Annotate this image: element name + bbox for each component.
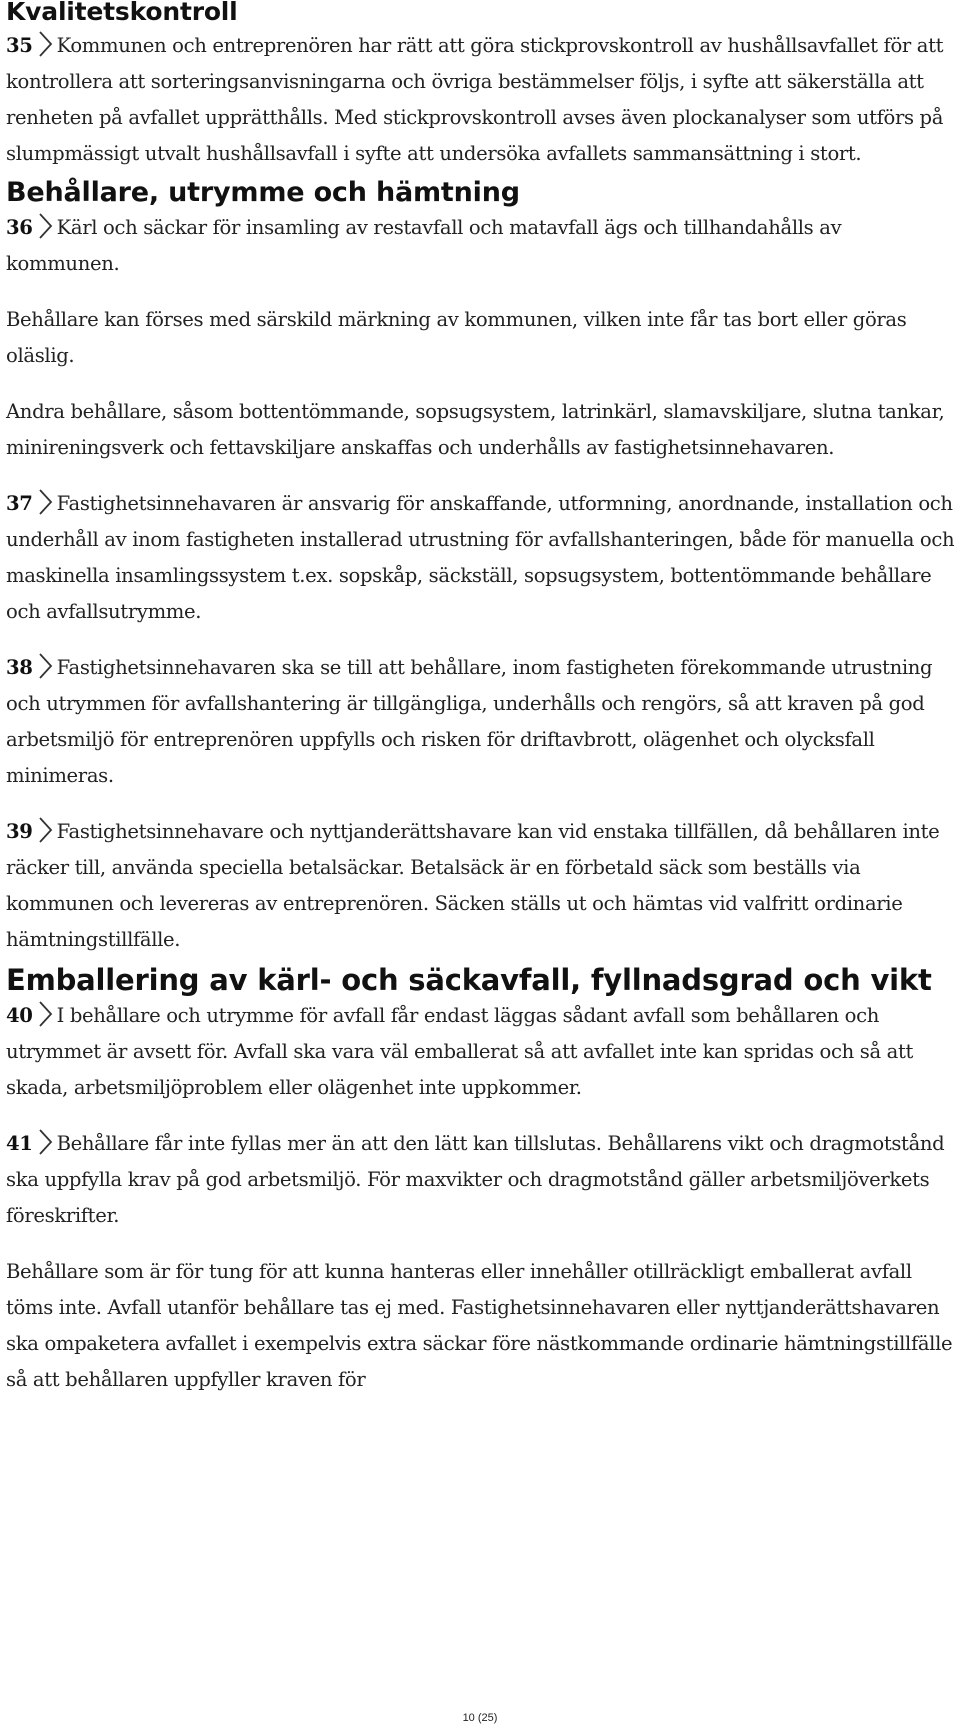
heading-containers: Behållare, utrymme och hämtning [6,177,520,208]
paragraph-text: Behållare får inte fyllas mer än att den lätt kan tillslutas. Behållarens vikt och dragmotstånd ska uppfylla krav på god arbetsmiljö. För maxvikter och dragmotstånd gäller arbetsmiljöverkets föreskrifter. [6,1132,945,1227]
heading-packaging: Emballering av kärl- och säckavfall, fyllnadsgrad och vikt [6,963,932,997]
paragraph-36 [6,210,956,282]
paragraph-number: 37 [6,492,33,515]
paragraph-text: I behållare och utrymme för avfall får endast läggas sådant avfall som behållaren och utrymmet är avsett för. Avfall ska vara väl emballerat så att avfallet inte kan spridas och så att skada, arbetsmiljöproblem eller olägenhet inte uppkommer. [6,1004,914,1099]
paragraph-35 [6,28,956,172]
paragraph-text: Fastighetsinnehavaren ska se till att behållare, inom fastigheten förekommande utrustning och utrymmen för avfallshantering är tillgängliga, underhålls och rengörs, så att kraven på god arbetsmiljö för entreprenören uppfylls och risken för driftavbrott, olägenhet och olycksfall minimeras. [6,656,933,787]
section-sign-icon [37,1128,53,1156]
section-sign-icon [37,30,53,58]
section-sign-icon [37,212,53,240]
paragraph-text: Fastighetsinnehavaren är ansvarig för anskaffande, utformning, anordnande, installation och underhåll av inom fastigheten installerad utrustning för avfallshanteringen, både för manuella och maskinella insamlingssystem t.ex. sopskåp, säckställ, sopsugsystem, bottentömmande behållare och avfallsutrymme. [6,492,955,623]
section-sign-icon [37,816,53,844]
paragraph-37 [6,486,956,630]
paragraph-36-other-containers: Andra behållare, såsom bottentömmande, sopsugsystem, latrinkärl, slamavskiljare, slutna tankar, minireningsverk och fettavskiljare anskaffas och underhålls av fastighetsinnehavaren. [6,400,945,459]
paragraph-text: Kommunen och entreprenören har rätt att göra stickprovskontroll av hushållsavfallet för att kontrollera att sorteringsanvisningarna och övriga bestämmelser följs, i syfte att säkerställa att renheten på avfallet upprätthålls. Med stickprovskontroll avses även plockanalyser som utförs på slumpmässigt utvalt hushållsavfall i syfte att undersöka avfallets sammansättning i stort. [6,34,944,165]
paragraph-text: Kärl och säckar för insamling av restavfall och matavfall ägs och tillhandahålls av kommunen. [6,216,842,275]
section-sign-icon [37,652,53,680]
paragraph-39 [6,814,956,958]
paragraph-41 [6,1126,956,1234]
paragraph-number: 39 [6,820,33,843]
paragraph-36-marking: Behållare kan förses med särskild märkning av kommunen, vilken inte får tas bort eller göras oläslig. [6,308,907,367]
paragraph-number: 40 [6,1004,33,1027]
paragraph-40 [6,998,956,1106]
paragraph-number: 35 [6,34,33,57]
paragraph-number: 36 [6,216,33,239]
heading-quality-control: Kvalitetskontroll [6,0,238,26]
section-sign-icon [37,488,53,516]
section-sign-icon [37,1000,53,1028]
paragraph-number: 41 [6,1132,33,1155]
paragraph-41-heavy-containers: Behållare som är för tung för att kunna hanteras eller innehåller otillräckligt emballerat avfall töms inte. Avfall utanför behållare tas ej med. Fastighetsinnehavaren eller nyttjanderättshavaren ska ompaketera avfallet i exempelvis extra säckar före nästkommande ordinarie hämtningstillfälle så att behållaren uppfyller kraven för [6,1260,953,1391]
document-content [6,0,956,1398]
paragraph-number: 38 [6,656,33,679]
paragraph-38 [6,650,956,794]
page-number: 10 (25) [462,1712,498,1724]
paragraph-text: Fastighetsinnehavare och nyttjanderättshavare kan vid enstaka tillfällen, då behållaren inte räcker till, använda speciella betalsäckar. Betalsäck är en förbetald säck som beställs via kommunen och levereras av entreprenören. Säcken ställs ut och hämtas vid valfritt ordinarie hämtningstillfälle. [6,820,940,951]
